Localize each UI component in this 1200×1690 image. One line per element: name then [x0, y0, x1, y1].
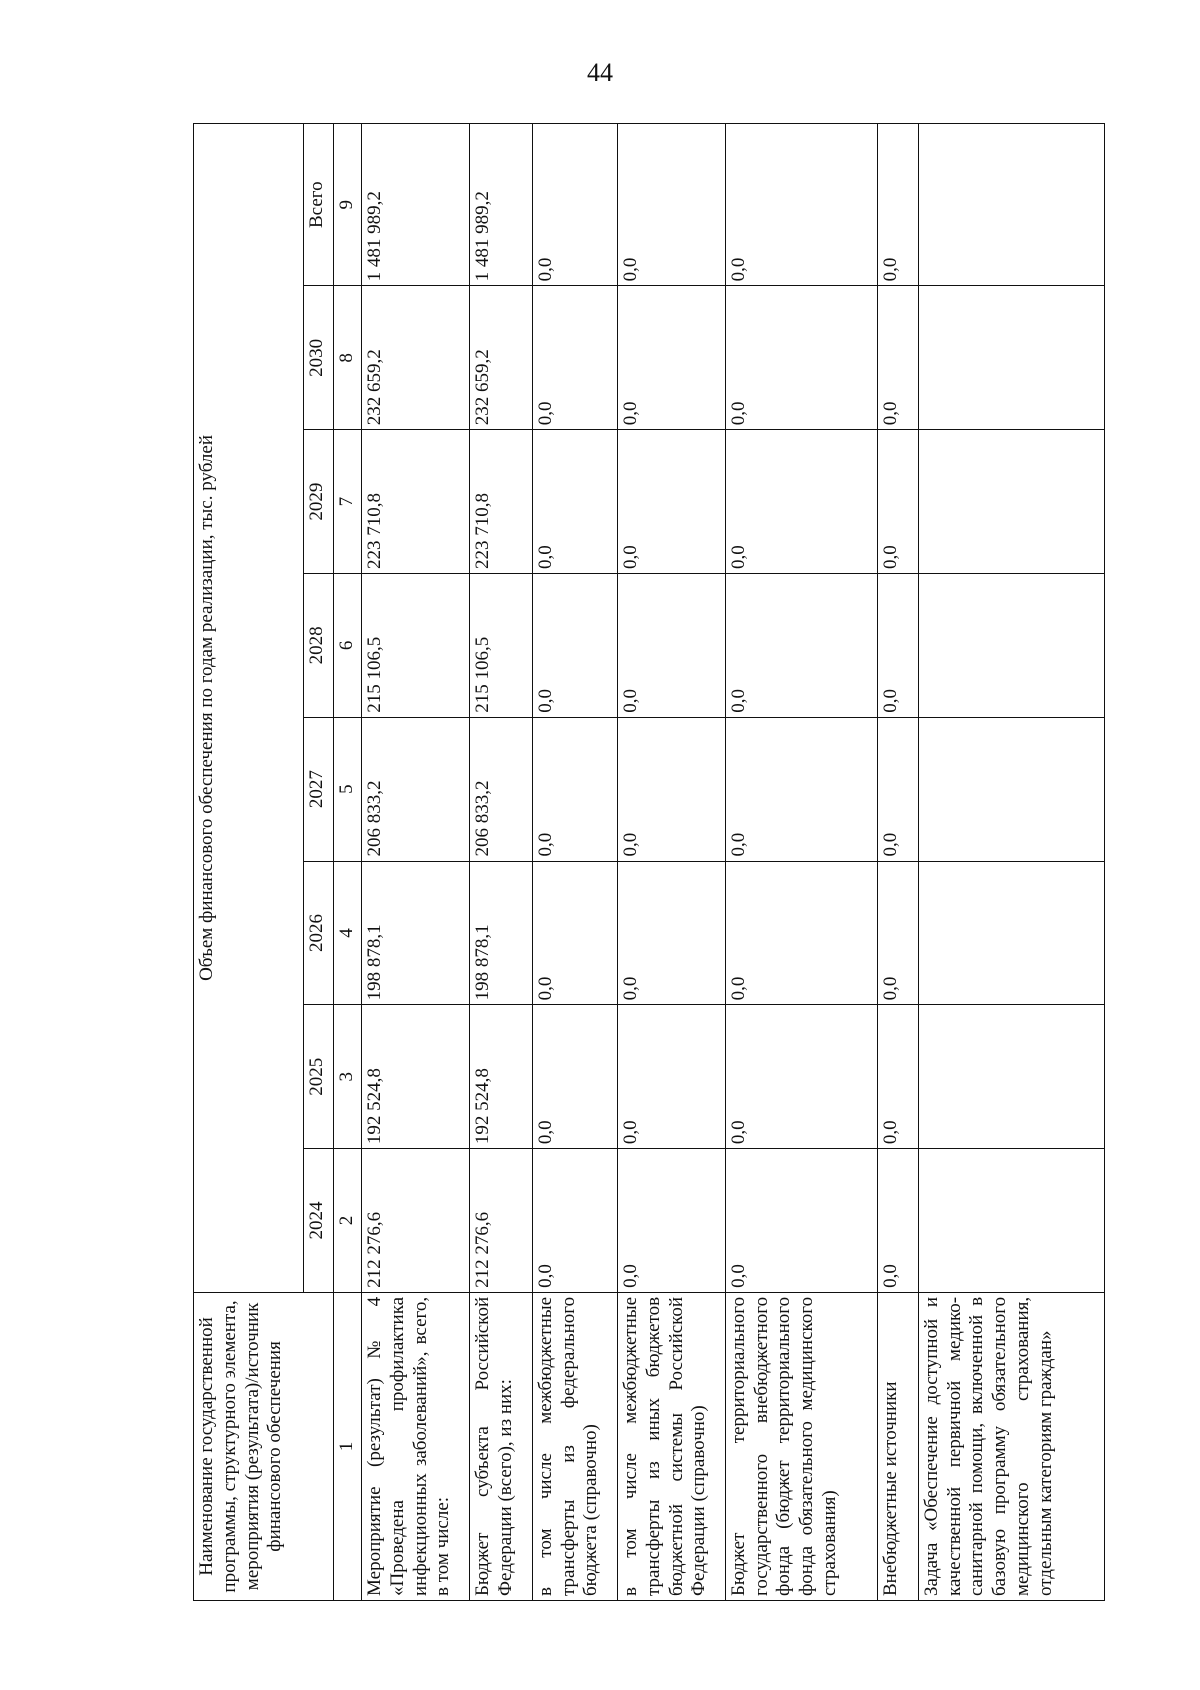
value-cell — [918, 717, 1104, 861]
table-row — [362, 124, 470, 1601]
total-header: Всего — [304, 124, 334, 286]
year-header: 2028 — [304, 573, 334, 717]
value-cell — [918, 573, 1104, 717]
value-cell: 0,0 — [617, 286, 725, 430]
value-cell — [918, 1149, 1104, 1293]
value-cell: 0,0 — [617, 430, 725, 574]
column-index: 1 — [334, 1292, 362, 1600]
year-header: 2030 — [304, 286, 334, 430]
value-cell: 0,0 — [725, 1149, 878, 1293]
value-cell: 212 276,6 — [362, 1149, 470, 1293]
value-cell: 0,0 — [617, 573, 725, 717]
year-header: 2025 — [304, 1005, 334, 1149]
row-label: Бюджет субъекта Российской Федерации (всего), из них: — [469, 1292, 532, 1600]
value-cell: 0,0 — [725, 430, 878, 574]
value-cell: 0,0 — [617, 861, 725, 1005]
value-cell: 192 524,8 — [469, 1005, 532, 1149]
year-header: 2026 — [304, 861, 334, 1005]
column-index: 8 — [334, 286, 362, 430]
column-index: 7 — [334, 430, 362, 574]
value-cell: 0,0 — [878, 286, 918, 430]
value-cell: 0,0 — [617, 1149, 725, 1293]
value-cell: 0,0 — [725, 573, 878, 717]
value-cell: 0,0 — [617, 1005, 725, 1149]
name-column-header: Наименование государственной программы, структурного элемента, мероприятия (результата)/источник финансового обеспечения — [194, 1292, 334, 1600]
value-cell — [918, 861, 1104, 1005]
value-cell: 0,0 — [532, 430, 617, 574]
total-cell: 0,0 — [878, 124, 918, 286]
total-cell: 1 481 989,2 — [469, 124, 532, 286]
table-row — [918, 124, 1104, 1601]
page-number: 44 — [587, 58, 613, 87]
value-cell: 0,0 — [532, 1005, 617, 1149]
value-cell: 0,0 — [532, 1149, 617, 1293]
table-row — [617, 124, 725, 1601]
value-cell — [918, 430, 1104, 574]
total-cell: 0,0 — [725, 124, 878, 286]
value-cell: 223 710,8 — [362, 430, 470, 574]
total-cell: 1 481 989,2 — [362, 124, 470, 286]
value-cell: 232 659,2 — [362, 286, 470, 430]
value-cell: 0,0 — [878, 1005, 918, 1149]
value-cell: 0,0 — [617, 717, 725, 861]
column-index: 5 — [334, 717, 362, 861]
table-row — [469, 124, 532, 1601]
total-cell — [918, 124, 1104, 286]
row-label: в том числе межбюджетные трансферты из иных бюджетов бюджетной системы Российской Федерации (справочно) — [617, 1292, 725, 1600]
value-cell: 0,0 — [532, 286, 617, 430]
value-cell: 0,0 — [878, 1149, 918, 1293]
value-cell: 0,0 — [725, 286, 878, 430]
value-cell: 206 833,2 — [469, 717, 532, 861]
table-body — [362, 124, 1105, 1601]
row-label: в том числе межбюджетные трансферты из федерального бюджета (справочно) — [532, 1292, 617, 1600]
column-index-row — [334, 124, 362, 1601]
rotated-table-container — [193, 123, 1105, 1601]
value-cell: 232 659,2 — [469, 286, 532, 430]
value-cell: 0,0 — [725, 1005, 878, 1149]
value-cell: 223 710,8 — [469, 430, 532, 574]
table-row — [532, 124, 617, 1601]
row-label: Внебюджетные источники — [878, 1292, 918, 1600]
year-header: 2027 — [304, 717, 334, 861]
column-index: 9 — [334, 124, 362, 286]
value-cell: 0,0 — [878, 573, 918, 717]
row-label: Задача «Обеспечение доступной и качественной первичной медико-санитарной помощи, включенной в базовую программу обязательного медицинского страхования, отдельным категориям граждан» — [918, 1292, 1104, 1600]
value-cell: 206 833,2 — [362, 717, 470, 861]
value-cell: 215 106,5 — [469, 573, 532, 717]
row-label: Бюджет территориального государственного внебюджетного фонда (бюджет территориального фонда обязательного медицинского страхования) — [725, 1292, 878, 1600]
value-cell — [918, 1005, 1104, 1149]
value-cell: 0,0 — [532, 861, 617, 1005]
column-index: 6 — [334, 573, 362, 717]
value-cell: 212 276,6 — [469, 1149, 532, 1293]
total-cell: 0,0 — [532, 124, 617, 286]
value-cell: 198 878,1 — [362, 861, 470, 1005]
financing-table — [193, 123, 1105, 1601]
value-cell: 0,0 — [725, 861, 878, 1005]
value-cell — [918, 286, 1104, 430]
row-label: Мероприятие (результат) № 4 «Проведена профилактика инфекционных заболеваний», всего, в том числе: — [362, 1292, 470, 1600]
year-header: 2024 — [304, 1149, 334, 1293]
value-cell: 0,0 — [878, 861, 918, 1005]
value-cell: 0,0 — [878, 430, 918, 574]
value-cell: 0,0 — [532, 573, 617, 717]
total-cell: 0,0 — [617, 124, 725, 286]
column-index: 2 — [334, 1149, 362, 1293]
year-header: 2029 — [304, 430, 334, 574]
value-cell: 192 524,8 — [362, 1005, 470, 1149]
value-cell: 0,0 — [878, 717, 918, 861]
volume-group-header: Объем финансового обеспечения по годам реализации, тыс. рублей — [194, 124, 304, 1293]
value-cell: 215 106,5 — [362, 573, 470, 717]
column-index: 3 — [334, 1005, 362, 1149]
column-index: 4 — [334, 861, 362, 1005]
value-cell: 198 878,1 — [469, 861, 532, 1005]
value-cell: 0,0 — [532, 717, 617, 861]
table-row — [878, 124, 918, 1601]
value-cell: 0,0 — [725, 717, 878, 861]
table-row — [725, 124, 878, 1601]
